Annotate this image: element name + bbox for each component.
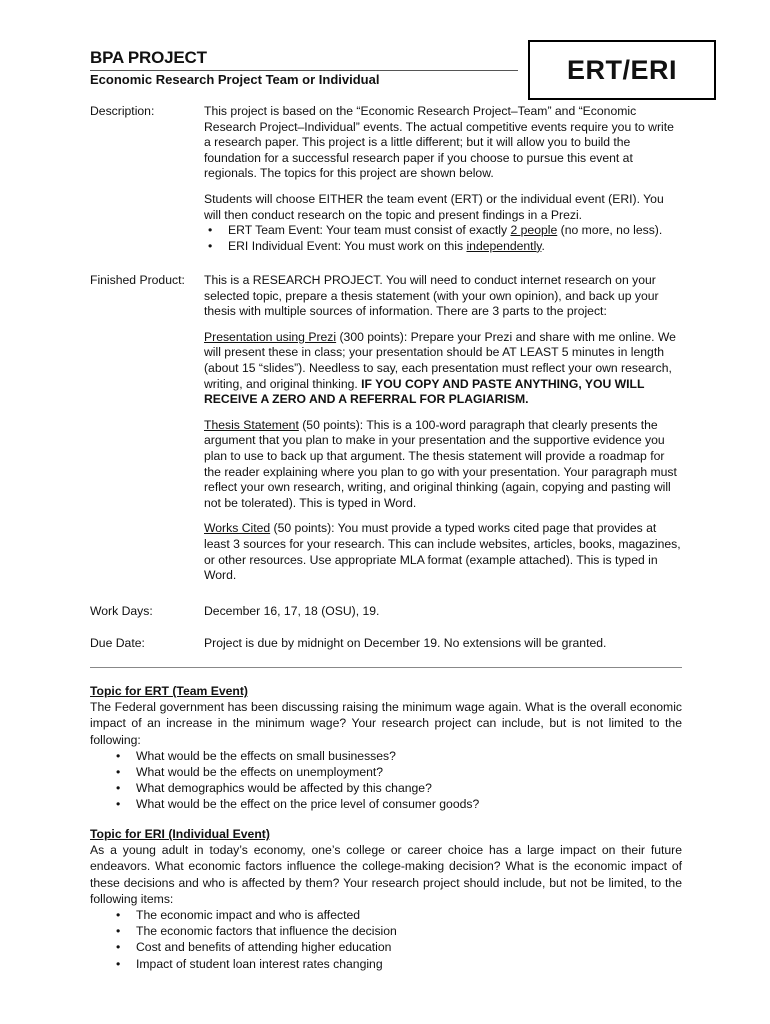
thesis-paragraph: Thesis Statement (50 points): This is a 100-word paragraph that clearly presents the argument that you plan to make in your presentation and the supportive evidence you plan to use to back up that argument. The thesis statement will provide a roadmap for the reader explaining where you plan to go with your presentation. Your paragraph must reflect your own research, writing, and original thinking (again, copying and pasting will not be tolerated). This is typed in Word. — [204, 417, 677, 510]
description-paragraph-1: This project is based on the “Economic Research Project–Team” and “Economic Research Project–Individual” events. The actual competitive events require you to write a research paper. This project is a little different; but it will allow you to build the foundation for a successful research paper if you choose to pursue this event at regionals. The topics for this project are shown below. — [204, 104, 674, 181]
event-options-list — [204, 223, 682, 254]
list-item: • Impact of student loan interest rates changing — [90, 956, 682, 972]
eri-topic-text: As a young adult in today’s economy, one’s college or career choice has a large impact on their future endeavors. What economic factors influence the college-making decision? What is the economic impact of these decisions and who is affected by them? Your research project should include, but not be limited, to the following items: — [90, 843, 682, 906]
list-item: • What demographics would be affected by this change? — [90, 780, 682, 796]
event-code: ERT/ERI — [566, 54, 677, 85]
works-cited-paragraph: Works Cited (50 points): You must provide a typed works cited page that provides at least 3 sources for your research. This can include websites, articles, books, magazines, or other resources. Use appropriate MLA format (example attached). This is typed in Word. — [204, 521, 681, 583]
list-item: • ERI Individual Event: You must work on this independently. — [204, 239, 682, 255]
plagiarism-warning: IF YOU COPY AND PASTE ANYTHING, YOU WILL RECEIVE A ZERO AND A REFERRAL FOR PLAGIARISM. — [204, 376, 645, 407]
ert-topic-heading: Topic for ERT (Team Event) — [90, 684, 248, 698]
finished-intro: This is a RESEARCH PROJECT. You will need to conduct internet research on your selected topic, prepare a thesis statement (with your own opinion), and back up your thesis with multiple sources of information. There are 3 parts to the project: — [204, 273, 659, 319]
list-item: • What would be the effects on small businesses? — [90, 748, 682, 764]
work-days-label: Work Days: — [90, 604, 153, 618]
list-item: • ERT Team Event: Your team must consist of exactly 2 people (no more, no less). — [204, 223, 682, 239]
due-date-label: Due Date: — [90, 636, 145, 650]
description-paragraph-2: Students will choose EITHER the team event (ERT) or the individual event (ERI). You will then conduct research on the topic and present findings in a Prezi. — [204, 191, 664, 222]
ert-topic-section — [90, 683, 682, 813]
eri-topic-list — [90, 907, 682, 972]
finished-product-content — [204, 273, 682, 594]
ert-topic-list — [90, 748, 682, 813]
works-cited-heading: Works Cited — [204, 521, 271, 536]
list-item: • Cost and benefits of attending higher education — [90, 939, 682, 955]
due-date-value: Project is due by midnight on December 19. No extensions will be granted. — [204, 636, 607, 650]
description-content — [204, 104, 682, 254]
list-item: • What would be the effects on unemployment? — [90, 764, 682, 780]
page-title: BPA PROJECT — [90, 48, 207, 67]
list-item: • The economic impact and who is affected — [90, 907, 682, 923]
eri-topic-heading: Topic for ERI (Individual Event) — [90, 827, 270, 841]
thesis-heading: Thesis Statement — [204, 417, 299, 432]
work-days-value: December 16, 17, 18 (OSU), 19. — [204, 604, 380, 618]
list-item: • The economic factors that influence the decision — [90, 923, 682, 939]
event-code-box — [528, 40, 716, 100]
list-item: • What would be the effect on the price level of consumer goods? — [90, 796, 682, 812]
prezi-heading: Presentation using Prezi — [204, 329, 337, 344]
title-rule — [90, 70, 518, 71]
prezi-paragraph: Presentation using Prezi (300 points): Prepare your Prezi and share with me online. We will present these in class; your presentation should be AT LEAST 5 minutes in length (about 15 “slides”). Needless to say, each presentation must reflect your own research, writing, and original thinking. IF YOU COPY AND PASTE ANYTHING, YOU WILL RECEIVE A ZERO AND A REFERRAL FOR PLAGIARISM. — [204, 329, 676, 407]
finished-product-label: Finished Product: — [90, 273, 185, 287]
eri-topic-section — [90, 826, 682, 972]
ert-topic-text: The Federal government has been discussing raising the minimum wage again. What is the overall economic impact of an increase in the minimum wage? Your research project can include, but is not limited to the following: — [90, 700, 682, 747]
description-label: Description: — [90, 104, 155, 118]
page-subtitle: Economic Research Project Team or Individual — [90, 72, 380, 87]
section-divider — [90, 667, 682, 668]
